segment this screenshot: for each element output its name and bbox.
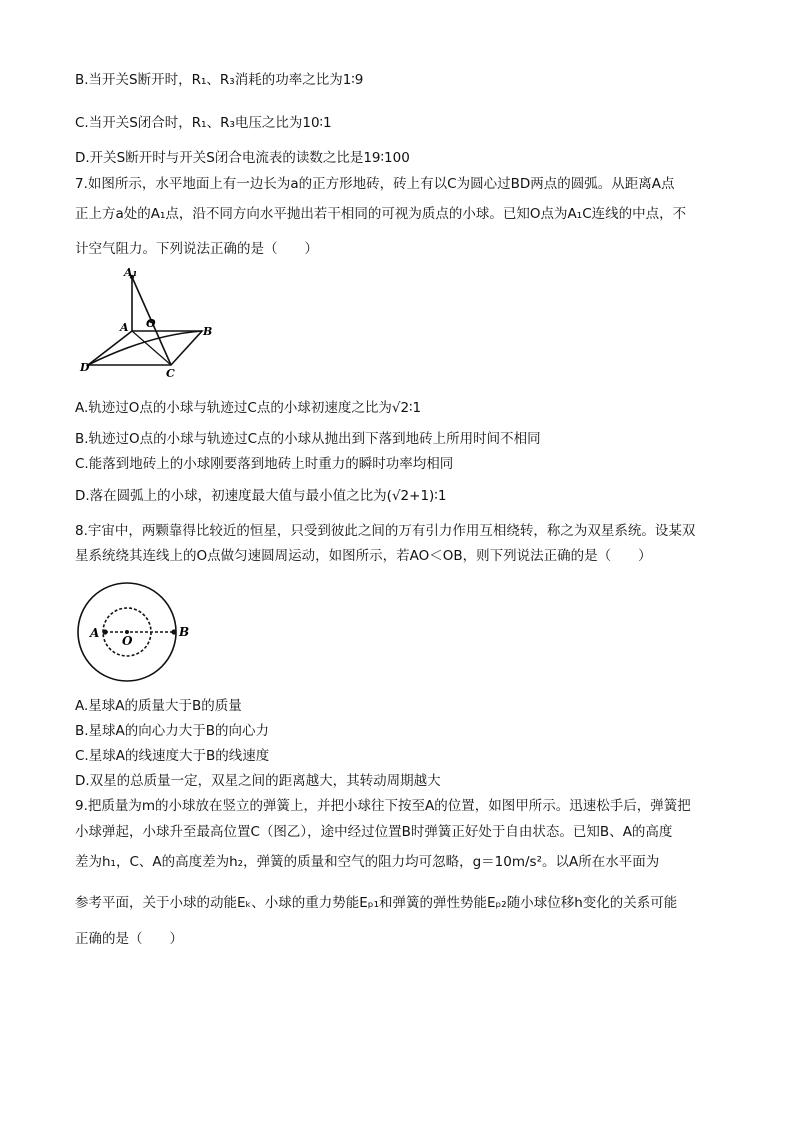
q6-option-b: B.当开关S断开时，R₁、R₃消耗的功率之比为1∶9 bbox=[75, 72, 364, 88]
q9-stem-line-5: 正确的是（ ） bbox=[75, 931, 183, 947]
q7-label-b: B bbox=[203, 325, 213, 338]
q7-option-b: B.轨迹过O点的小球与轨迹过C点的小球从抛出到下落到地砖上所用时间不相同 bbox=[75, 431, 541, 447]
q8-star-b bbox=[171, 629, 176, 634]
q7-stem-line-2: 正上方a处的A₁点，沿不同方向水平抛出若干相同的可视为质点的小球。已知O点为A₁C连线的中点，不 bbox=[75, 206, 687, 222]
q8-star-a bbox=[102, 629, 107, 634]
q7-label-a: A bbox=[120, 321, 129, 334]
q8-option-d: D.双星的总质量一定，双星之间的距离越大，其转动周期越大 bbox=[75, 773, 441, 789]
q8-label-a: A bbox=[90, 626, 100, 640]
q8-stem-line-2: 星系统绕其连线上的O点做匀速圆周运动，如图所示，若AO＜OB，则下列说法正确的是（ ） bbox=[75, 548, 652, 564]
q8-option-c: C.星球A的线速度大于B的线速度 bbox=[75, 748, 270, 764]
q8-figure-double-star bbox=[70, 582, 200, 682]
q8-stem-line-1: 8.宇宙中，两颗靠得比较近的恒星，只受到彼此之间的万有引力作用互相绕转，称之为双星系统。设某双 bbox=[75, 523, 696, 539]
q7-label-d: D bbox=[80, 361, 90, 374]
q7-label-o: O bbox=[146, 317, 156, 330]
q9-stem-line-3: 差为h₁，C、A的高度差为h₂，弹簧的质量和空气的阻力均可忽略，g＝10m/s²。以A所在水平面为 bbox=[75, 854, 660, 870]
q8-option-b: B.星球A的向心力大于B的向心力 bbox=[75, 723, 270, 739]
q8-label-b: B bbox=[179, 625, 190, 639]
q7-stem-line-3: 计空气阻力。下列说法正确的是（ ） bbox=[75, 241, 318, 257]
q7-square bbox=[88, 331, 202, 365]
q7-label-c: C bbox=[166, 367, 175, 380]
q7-label-a1: A₁ bbox=[124, 266, 138, 279]
q9-stem-line-1: 9.把质量为m的小球放在竖立的弹簧上，并把小球往下按至A的位置，如图甲所示。迅速松手后，弹簧把 bbox=[75, 798, 691, 814]
q7-arc-bd bbox=[88, 331, 202, 365]
q8-option-a: A.星球A的质量大于B的质量 bbox=[75, 698, 242, 714]
q8-label-o: O bbox=[122, 634, 133, 648]
q7-option-c: C.能落到地砖上的小球刚要落到地砖上时重力的瞬时功率均相同 bbox=[75, 456, 454, 472]
q9-stem-line-2: 小球弹起，小球升至最高位置C（图乙），途中经过位置B时弹簧正好处于自由状态。已知B、A的高度 bbox=[75, 824, 673, 840]
q6-option-c: C.当开关S闭合时，R₁、R₃电压之比为10∶1 bbox=[75, 115, 332, 131]
q7-stem-line-1: 7.如图所示，水平地面上有一边长为a的正方形地砖，砖上有以C为圆心过BD两点的圆弧。从距离A点 bbox=[75, 176, 675, 192]
q7-option-a: A.轨迹过O点的小球与轨迹过C点的小球初速度之比为√2∶1 bbox=[75, 400, 422, 416]
q7-figure-square-tile bbox=[78, 265, 228, 380]
q7-option-d: D.落在圆弧上的小球，初速度最大值与最小值之比为(√2+1)∶1 bbox=[75, 488, 447, 504]
q9-stem-line-4: 参考平面，关于小球的动能Eₖ、小球的重力势能Eₚ₁和弹簧的弹性势能Eₚ₂随小球位移h变化的关系可能 bbox=[75, 895, 678, 911]
q6-option-d: D.开关S断开时与开关S闭合电流表的读数之比是19∶100 bbox=[75, 150, 410, 166]
